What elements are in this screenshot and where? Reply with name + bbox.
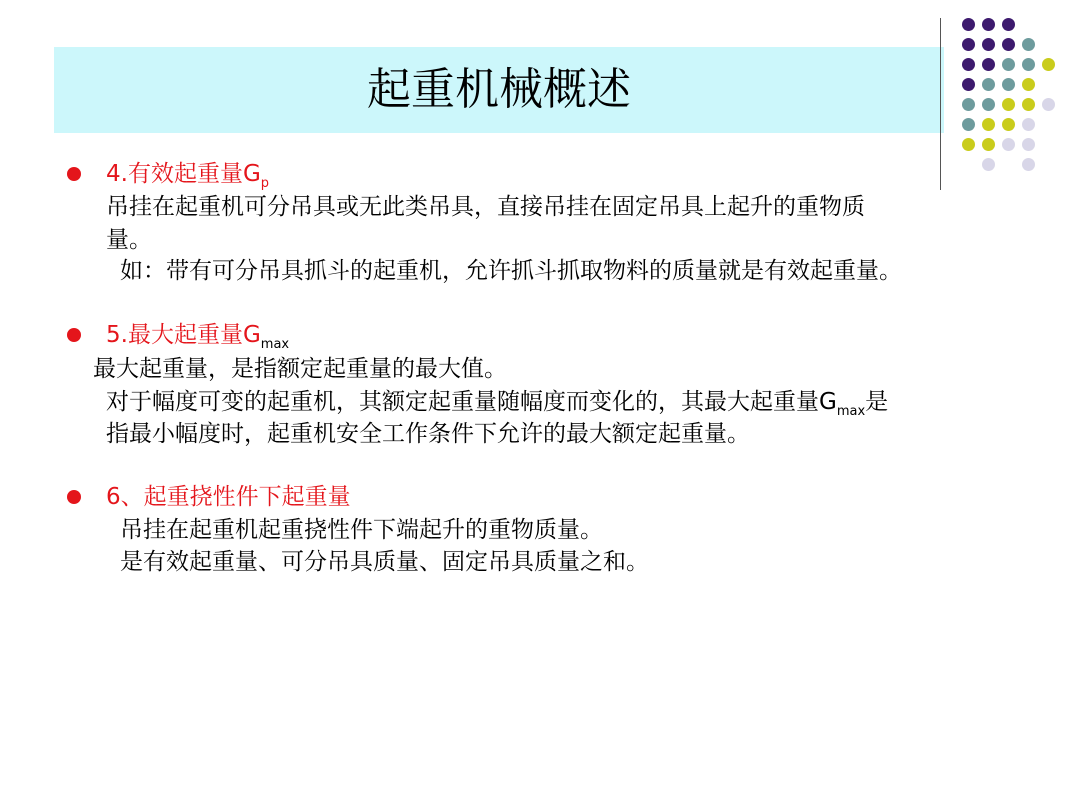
subscript: max: [260, 337, 290, 352]
decorative-dot: [1002, 118, 1015, 131]
decorative-dot: [962, 38, 975, 51]
decorative-dot: [1022, 158, 1035, 171]
decorative-dot: [1002, 138, 1015, 151]
bullet-dot: [67, 490, 81, 504]
decorative-dot: [962, 138, 975, 151]
body-line: 如：带有可分吊具抓斗的起重机，允许抓斗抓取物料的质量就是有效起重量。: [120, 258, 902, 284]
decorative-dot: [1022, 138, 1035, 151]
body-line: [106, 388, 888, 420]
decorative-dot: [1002, 58, 1015, 71]
decorative-dot: [982, 138, 995, 151]
decorative-dot: [982, 98, 995, 111]
decorative-dot: [982, 58, 995, 71]
decorative-dot: [962, 18, 975, 31]
section-heading: [106, 321, 289, 353]
decorative-dot: [962, 58, 975, 71]
decorative-dot: [962, 118, 975, 131]
body-line: 是有效起重量、可分吊具质量、固定吊具质量之和。: [120, 549, 649, 575]
decorative-dot: [1002, 78, 1015, 91]
decorative-dot: [1002, 18, 1015, 31]
title-bar: [54, 47, 944, 133]
heading-prefix: 5.: [106, 322, 128, 348]
decorative-dot: [1022, 38, 1035, 51]
body-line: 指最小幅度时，起重机安全工作条件下允许的最大额定起重量。: [106, 421, 750, 447]
heading-prefix: 4.: [106, 161, 128, 187]
decorative-dot: [1022, 58, 1035, 71]
decorative-dot: [982, 158, 995, 171]
heading-text: 最大起重量G: [127, 322, 261, 348]
section-heading: [106, 160, 269, 192]
decorative-dot: [1002, 98, 1015, 111]
body-line: 吊挂在起重机可分吊具或无此类吊具，直接吊挂在固定吊具上起升的重物质: [106, 194, 865, 220]
heading-prefix: 6、: [106, 484, 144, 510]
subscript: max: [836, 404, 866, 419]
decorative-dot: [982, 18, 995, 31]
decorative-dot: [962, 78, 975, 91]
body-line: 量。: [106, 227, 152, 253]
decorative-dot: [982, 38, 995, 51]
heading-text: 起重挠性件下起重量: [143, 484, 351, 510]
heading-text: 有效起重量G: [127, 161, 261, 187]
subscript: p: [260, 176, 270, 191]
section-heading: [106, 483, 351, 511]
decorative-dot: [1022, 98, 1035, 111]
bullet-dot: [67, 167, 81, 181]
decorative-dot: [1022, 118, 1035, 131]
line-text-end: 是: [865, 389, 889, 415]
vertical-divider: [940, 18, 941, 190]
line-text: 对于幅度可变的起重机，其额定起重量随幅度而变化的，其最大起重量G: [106, 389, 837, 415]
decorative-dot: [982, 118, 995, 131]
slide-title: 起重机械概述: [367, 64, 631, 115]
decorative-dot: [1042, 58, 1055, 71]
body-line: 最大起重量，是指额定起重量的最大值。: [93, 356, 507, 382]
decorative-dot: [1022, 78, 1035, 91]
decorative-dot: [1002, 38, 1015, 51]
bullet-dot: [67, 328, 81, 342]
decorative-dot: [962, 98, 975, 111]
decorative-dot: [982, 78, 995, 91]
decorative-dot: [1042, 98, 1055, 111]
body-line: 吊挂在起重机起重挠性件下端起升的重物质量。: [120, 517, 603, 543]
